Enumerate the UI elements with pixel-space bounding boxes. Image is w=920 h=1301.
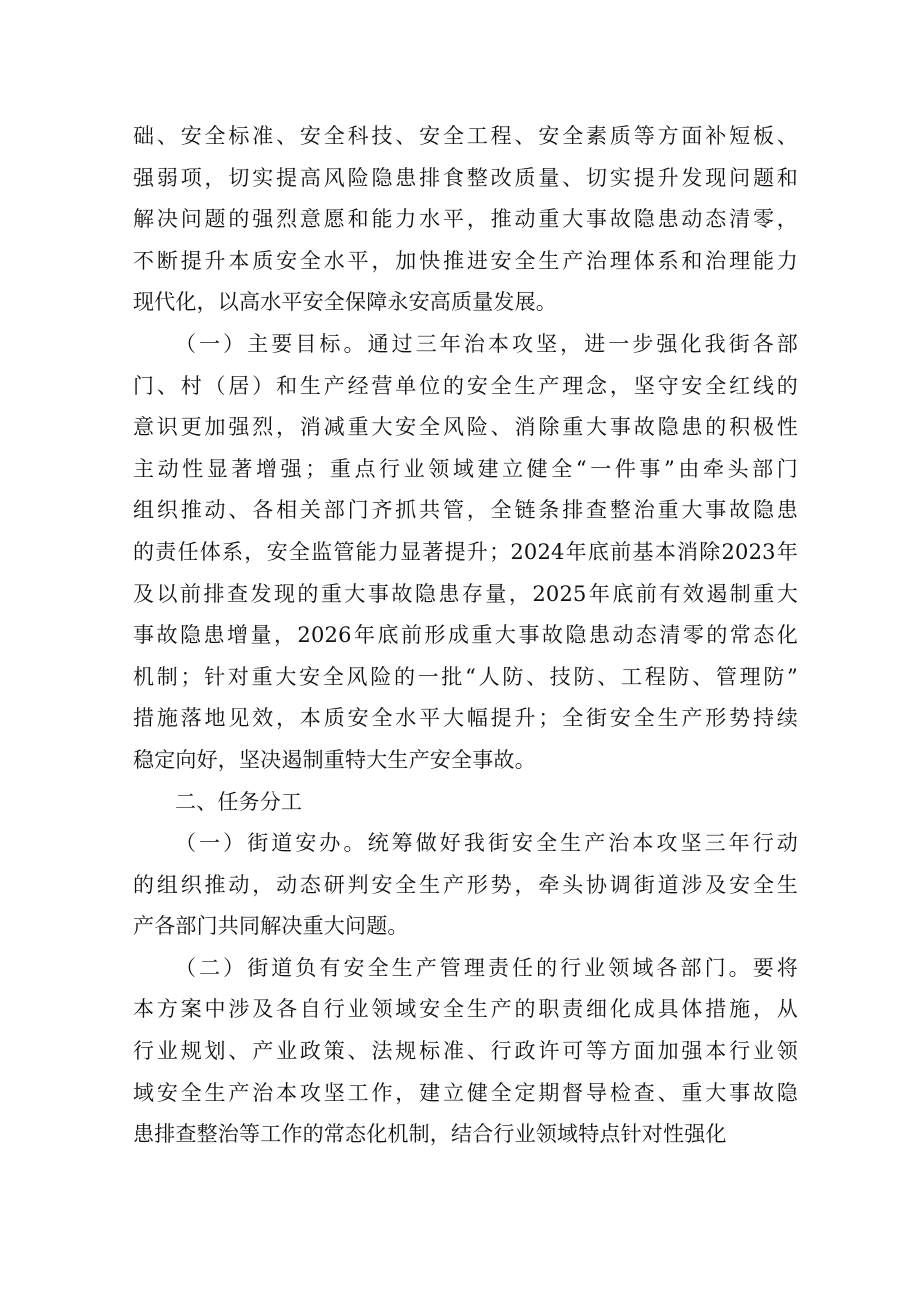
paragraph <box>133 116 798 324</box>
text-line: （一）街道安办。统筹做好我街安全生产治本攻坚三年行动 <box>175 831 798 856</box>
text-line: 的组织推动，动态研判安全生产形势，牵头协调街道涉及安全生 <box>133 872 798 897</box>
text-line: 强弱项，切实提高风险隐患排食整改质量、切实提升发现问题和 <box>133 165 798 190</box>
text-line: 机制；针对重大安全风险的一批“人防、技防、工程防、管理防” <box>133 664 798 689</box>
section-heading <box>133 782 798 824</box>
text-line: 域安全生产治本攻坚工作，建立健全定期督导检查、重大事故隐 <box>133 1080 798 1105</box>
paragraph <box>133 324 798 782</box>
paragraph <box>133 823 798 948</box>
paragraph <box>133 948 798 1156</box>
text-line: 及以前排查发现的重大事故隐患存量，2025年底前有效遏制重大 <box>133 581 798 606</box>
text-line: 行业规划、产业政策、法规标准、行政许可等方面加强本行业领 <box>133 1039 798 1064</box>
text-line: 产各部门共同解决重大问题。 <box>133 914 409 939</box>
text-line: （一）主要目标。通过三年治本攻坚，进一步强化我街各部 <box>175 331 798 356</box>
text-line: 事故隐患增量，2026年底前形成重大事故隐患动态清零的常态化 <box>133 623 798 648</box>
text-line: 组织推动、各相关部门齐抓共管，全链条排查整治重大事故隐患 <box>133 498 798 523</box>
text-line: （二）街道负有安全生产管理责任的行业领域各部门。要将 <box>175 955 798 980</box>
text-line: 本方案中涉及各自行业领域安全生产的职责细化成具体措施，从 <box>133 997 798 1022</box>
text-line: 的责任体系，安全监管能力显著提升；2024年底前基本消除2023年 <box>133 539 798 564</box>
text-line: 稳定向好，坚决遏制重特大生产安全事故。 <box>133 747 536 772</box>
text-line: 础、安全标准、安全科技、安全工程、安全素质等方面补短板、 <box>133 124 798 148</box>
text-line: 现代化，以高水平安全保障永安高质量发展。 <box>133 290 557 315</box>
text-line: 患排查整治等工作的常态化机制，结合行业领域特点针对性强化 <box>133 1122 727 1147</box>
text-line: 措施落地见效，本质安全水平大幅提升；全街安全生产形势持续 <box>133 706 798 731</box>
text-line: 二、任务分工 <box>175 789 303 814</box>
text-line: 意识更加强烈，消减重大安全风险、消除重大事故隐患的积极性 <box>133 415 798 440</box>
text-line: 解决问题的强烈意愿和能力水平，推动重大事故隐患动态清零， <box>133 207 798 232</box>
document-body <box>133 116 798 1156</box>
text-line: 门、村（居）和生产经营单位的安全生产理念，坚守安全红线的 <box>133 373 798 398</box>
text-line: 不断提升本质安全水平，加快推进安全生产治理体系和治理能力 <box>133 248 798 273</box>
text-line: 主动性显著增强；重点行业领域建立健全“一件事”由牵头部门 <box>133 456 798 481</box>
